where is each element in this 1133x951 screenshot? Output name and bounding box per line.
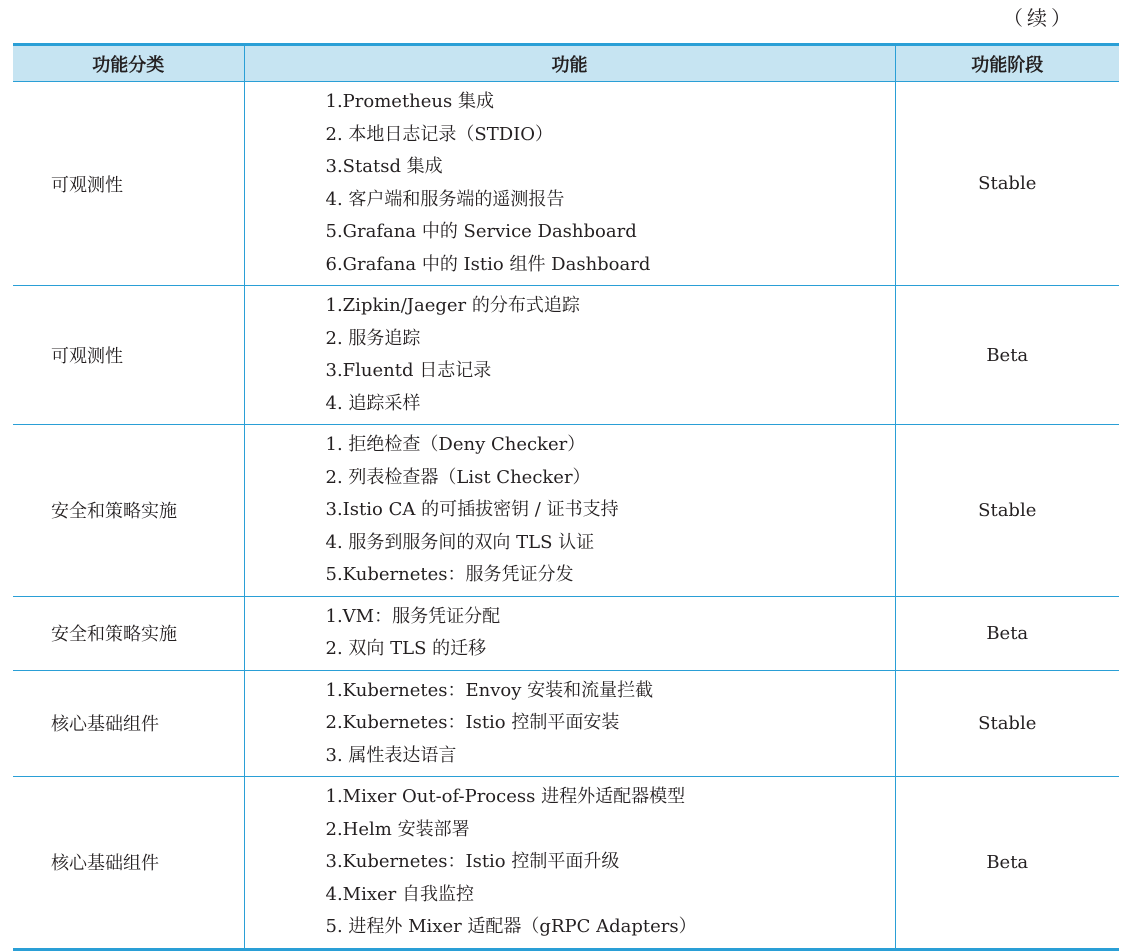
features-cell <box>244 82 895 286</box>
feature-item: 4.Mixer 自我监控 <box>325 883 474 905</box>
feature-item: 4. 服务到服务间的双向 TLS 认证 <box>325 531 595 553</box>
features-cell <box>244 286 895 425</box>
table-row <box>13 777 1119 950</box>
feature-item: 1.Prometheus 集成 <box>325 91 494 112</box>
category-cell: 安全和策略实施 <box>13 425 244 597</box>
feature-item: 1.Mixer Out-of-Process 进程外适配器模型 <box>325 786 686 807</box>
feature-stage-table <box>13 43 1119 951</box>
feature-list <box>326 675 895 773</box>
feature-item: 1.Kubernetes：Envoy 安装和流量拦截 <box>325 679 654 701</box>
feature-item: 3. 属性表达语言 <box>325 744 457 766</box>
category-cell: 可观测性 <box>51 174 123 196</box>
feature-item: 2. 双向 TLS 的迁移 <box>325 638 487 659</box>
stage-cell: Beta <box>895 777 1119 950</box>
feature-item: 1.Zipkin/Jaeger 的分布式追踪 <box>325 295 580 316</box>
feature-item: 3.Istio CA 的可插拔密钥 / 证书支持 <box>325 499 619 520</box>
feature-list <box>326 429 895 592</box>
stage-cell: Stable <box>895 670 1119 777</box>
stage-cell: Beta <box>895 286 1119 425</box>
header-feature: 功能 <box>244 45 895 82</box>
table-body <box>13 82 1119 950</box>
feature-item: 2.Kubernetes：Istio 控制平面安装 <box>325 712 620 733</box>
feature-item: 1.VM：服务凭证分配 <box>325 605 501 627</box>
features-cell <box>244 777 895 950</box>
features-cell <box>244 670 895 777</box>
category-cell: 可观测性 <box>13 286 244 425</box>
feature-list <box>326 781 895 944</box>
table-row <box>13 425 1119 597</box>
category-cell: 核心基础组件 <box>13 777 244 950</box>
feature-item: 3.Fluentd 日志记录 <box>325 360 492 381</box>
feature-item: 5.Kubernetes：服务凭证分发 <box>325 564 574 585</box>
stage-cell: Stable <box>895 82 1119 286</box>
feature-item: 2. 本地日志记录（STDIO） <box>325 123 554 145</box>
table-row <box>13 82 1119 286</box>
table-header <box>13 45 1119 82</box>
feature-item: 2. 服务追踪 <box>325 327 421 349</box>
category-cell: 安全和策略实施 <box>13 596 244 670</box>
header-category: 功能分类 <box>13 45 244 82</box>
stage-cell: Stable <box>895 425 1119 597</box>
feature-list <box>326 86 895 281</box>
feature-item: 5.Grafana 中的 Service Dashboard <box>325 221 637 242</box>
features-cell <box>244 596 895 670</box>
table-row <box>13 596 1119 670</box>
table-row <box>13 286 1119 425</box>
feature-item: 3.Statsd 集成 <box>325 156 443 177</box>
feature-item: 5. 进程外 Mixer 适配器（gRPC Adapters） <box>325 916 697 937</box>
category-cell: 核心基础组件 <box>13 670 244 777</box>
header-row <box>13 45 1119 82</box>
continued-label: （续） <box>1003 6 1075 30</box>
feature-item: 2. 列表检查器（List Checker） <box>325 466 591 488</box>
feature-list <box>326 290 895 420</box>
feature-item: 4. 客户端和服务端的遥测报告 <box>325 188 565 210</box>
feature-item: 4. 追踪采样 <box>325 392 421 414</box>
feature-item: 6.Grafana 中的 Istio 组件 Dashboard <box>325 253 651 275</box>
feature-item: 3.Kubernetes：Istio 控制平面升级 <box>325 851 620 872</box>
header-stage: 功能阶段 <box>895 45 1119 82</box>
stage-cell: Beta <box>895 596 1119 670</box>
features-cell <box>244 425 895 597</box>
feature-item: 1. 拒绝检查（Deny Checker） <box>325 434 586 455</box>
feature-item: 2.Helm 安装部署 <box>325 818 470 840</box>
table-row <box>13 670 1119 777</box>
feature-list <box>326 601 895 666</box>
